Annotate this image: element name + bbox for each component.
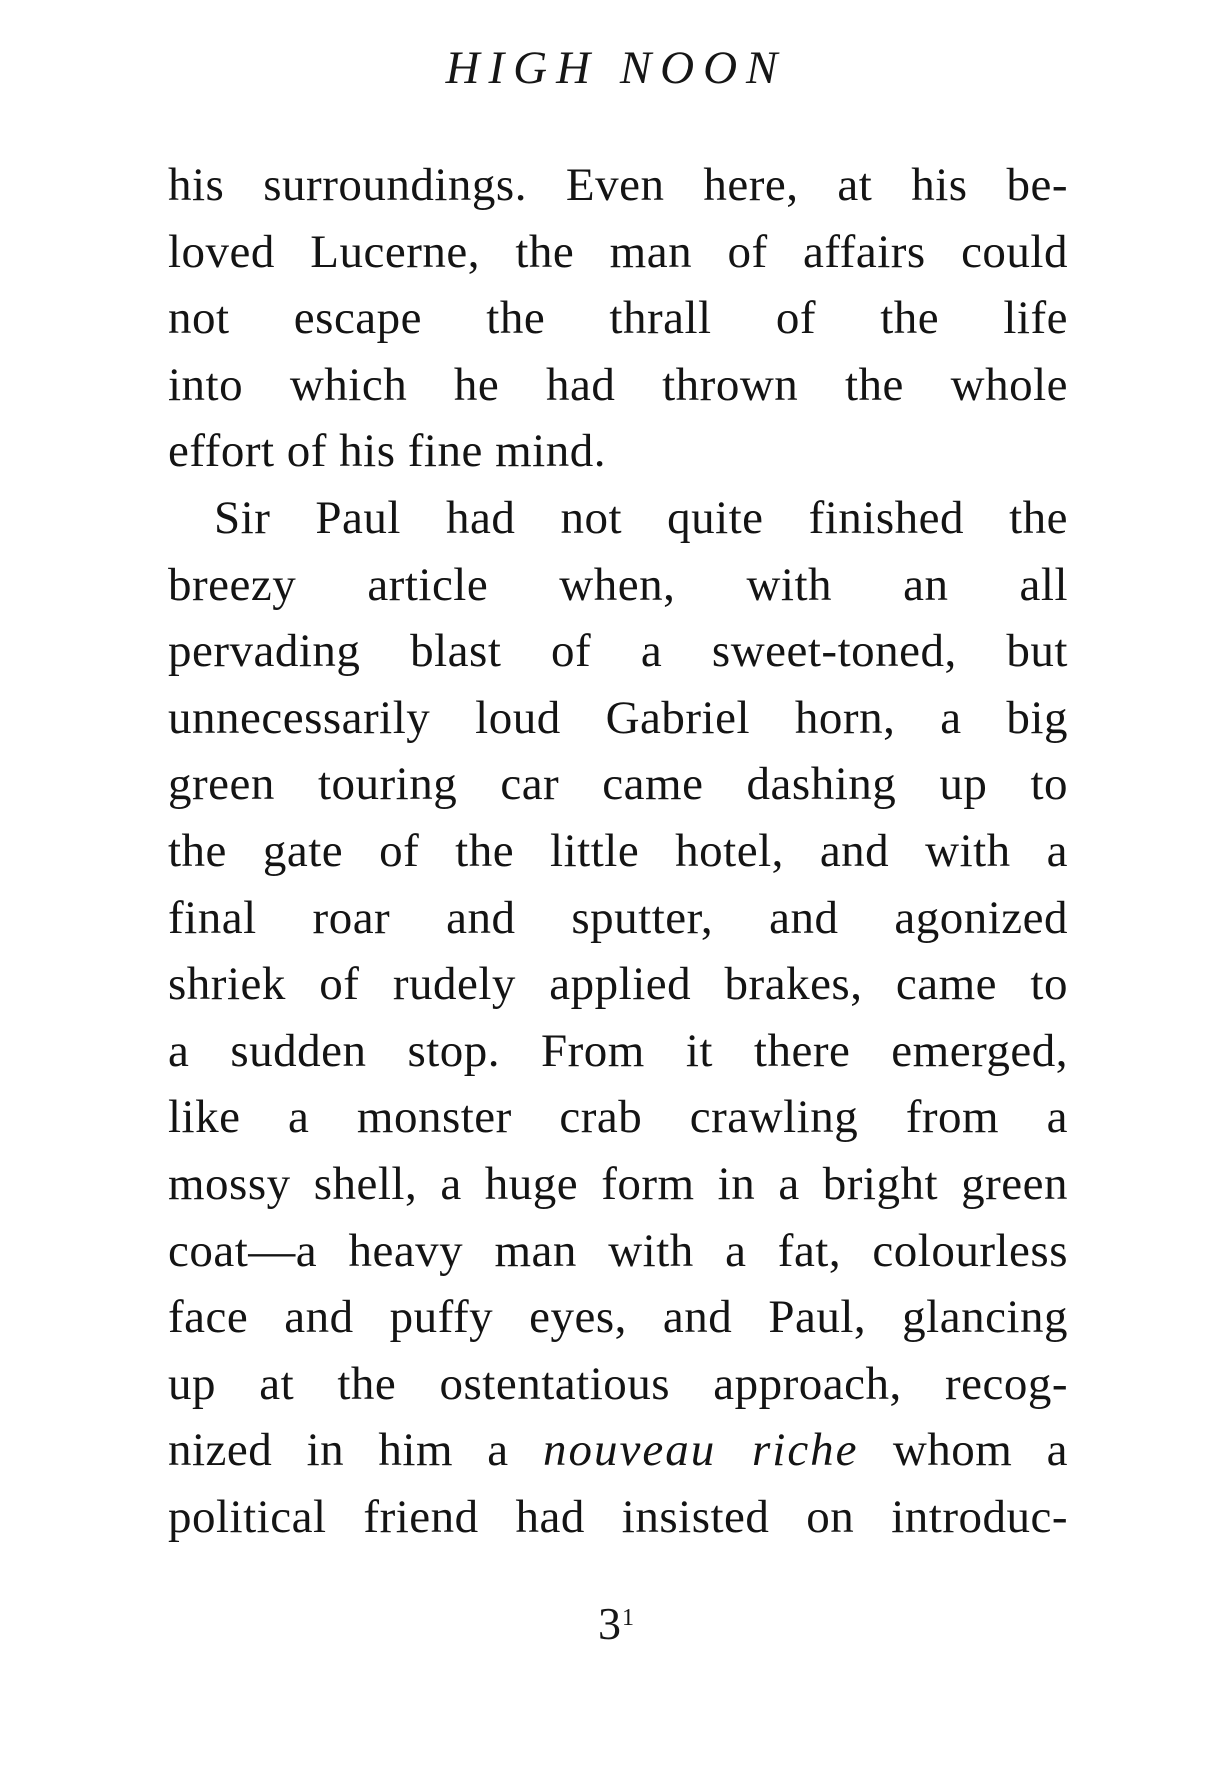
text-line: like a monster crab crawling from a — [168, 1091, 1068, 1144]
text-line: effort of his fine mind. — [168, 425, 606, 478]
text-segment: nized in him a — [168, 1424, 543, 1477]
text-line: up at the ostentatious approach, recog- — [168, 1357, 1068, 1410]
text-line: into which he had thrown the whole — [168, 358, 1068, 411]
body-text — [168, 152, 1068, 1550]
running-title: HIGH NOON — [445, 42, 787, 94]
text-line-with-italic — [168, 1417, 1068, 1484]
page-number-main: 3 — [598, 1598, 621, 1649]
text-line: the gate of the little hotel, and with a — [168, 824, 1068, 877]
text-line: his surroundings. Even here, at his be- — [168, 159, 1068, 211]
text-line: Sir Paul had not quite finished the — [214, 491, 1068, 544]
text-line: pervading blast of a sweet-toned, but — [168, 625, 1068, 678]
text-line: loved Lucerne, the man of affairs could — [168, 225, 1068, 278]
text-line: green touring car came dashing up to — [168, 758, 1068, 811]
text-line: breezy article when, with an all — [168, 558, 1068, 611]
text-line: shriek of rudely applied brakes, came to — [168, 958, 1068, 1011]
text-line: not escape the thrall of the life — [168, 292, 1068, 345]
text-line: coat—a heavy man with a fat, colourless — [168, 1224, 1068, 1277]
italic-phrase: nouveau riche — [542, 1424, 859, 1477]
text-line: mossy shell, a huge form in a bright green — [168, 1157, 1068, 1210]
text-segment: whom a — [858, 1424, 1068, 1477]
text-line: political friend had insisted on introduc- — [168, 1490, 1068, 1543]
text-line: final roar and sputter, and agonized — [168, 891, 1068, 944]
text-line: unnecessarily loud Gabriel horn, a big — [168, 691, 1068, 744]
page-number — [0, 1588, 1232, 1654]
page-number-sup: 1 — [622, 1605, 634, 1631]
text-line: face and puffy eyes, and Paul, glancing — [168, 1291, 1068, 1344]
text-line: a sudden stop. From it there emerged, — [168, 1024, 1068, 1077]
